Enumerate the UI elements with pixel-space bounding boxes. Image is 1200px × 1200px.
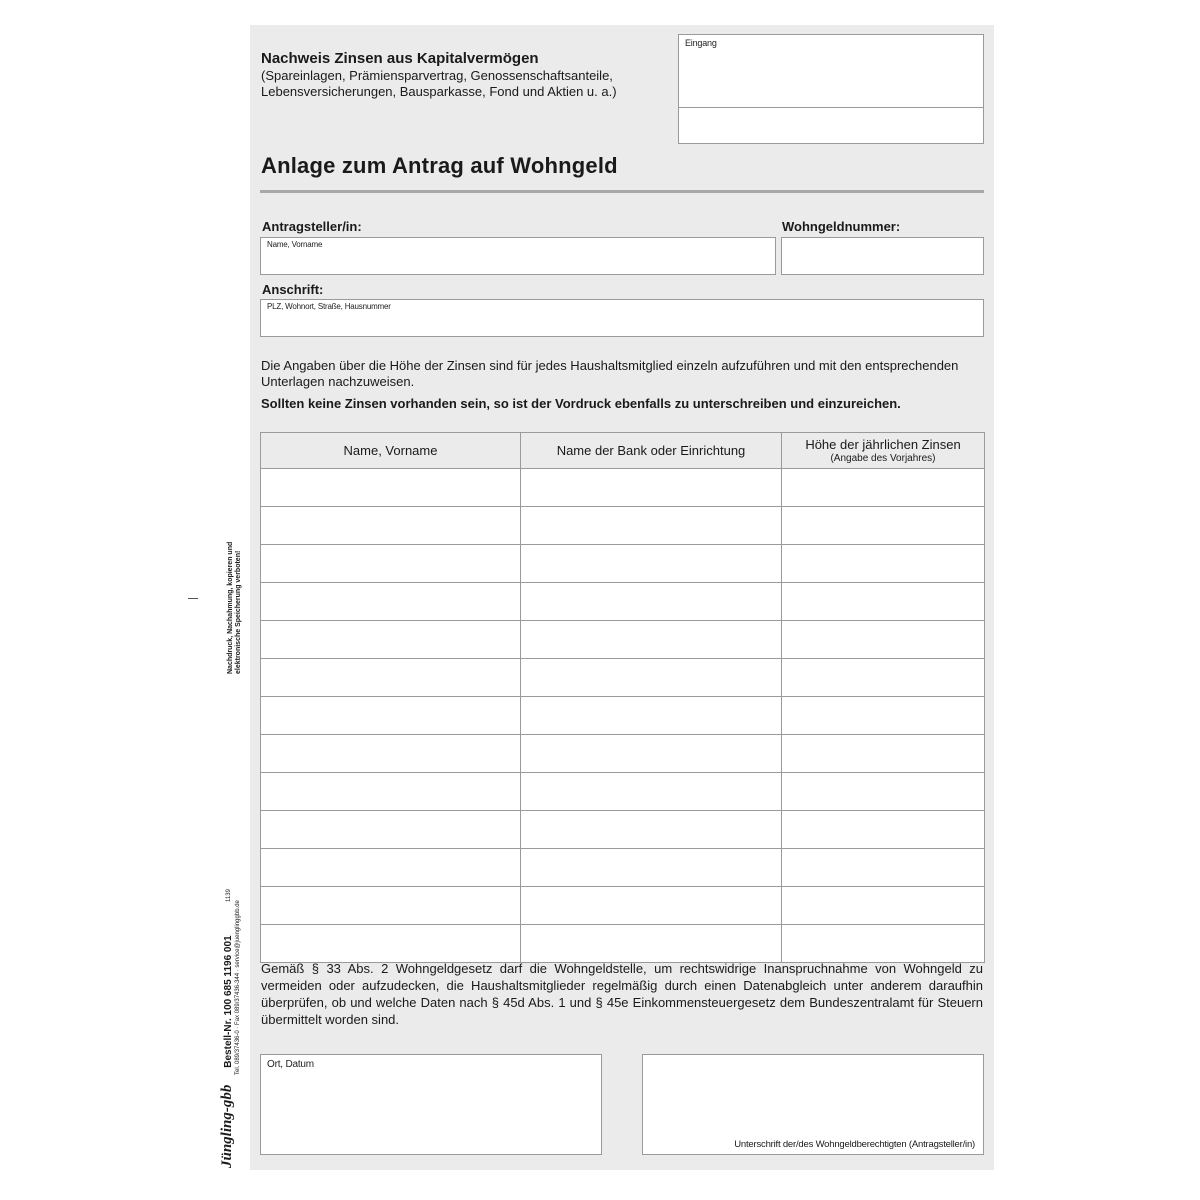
- cell-bank[interactable]: [521, 849, 782, 887]
- cell-interest[interactable]: [782, 545, 985, 583]
- cell-bank[interactable]: [521, 621, 782, 659]
- table-row: [261, 583, 985, 621]
- table-header-row: [261, 433, 985, 469]
- signature-label: Unterschrift der/des Wohngeldberechtigten (Antragsteller/in): [734, 1139, 975, 1150]
- cell-name[interactable]: [261, 887, 521, 925]
- table-row: [261, 811, 985, 849]
- cell-bank[interactable]: [521, 697, 782, 735]
- fold-mark: [188, 598, 198, 599]
- eingang-stamp-field[interactable]: [678, 34, 984, 108]
- cell-interest[interactable]: [782, 735, 985, 773]
- applicant-name-field[interactable]: [260, 237, 776, 275]
- cell-name[interactable]: [261, 811, 521, 849]
- form-subheading-line2: Lebensversicherungen, Bausparkasse, Fond und Aktien u. a.): [261, 84, 617, 99]
- cell-interest[interactable]: [782, 507, 985, 545]
- address-label: Anschrift:: [262, 282, 324, 297]
- cell-interest[interactable]: [782, 659, 985, 697]
- table-row: [261, 925, 985, 963]
- column-header-interest: Höhe der jährlichen Zinsen (Angabe des Vorjahres): [782, 433, 985, 469]
- cell-interest[interactable]: [782, 469, 985, 507]
- cell-interest[interactable]: [782, 697, 985, 735]
- applicant-label: Antragsteller/in:: [262, 219, 362, 234]
- cell-bank[interactable]: [521, 583, 782, 621]
- wohngeldnummer-field[interactable]: [781, 237, 984, 275]
- cell-name[interactable]: [261, 545, 521, 583]
- place-date-label: Ort, Datum: [267, 1059, 314, 1070]
- eingang-secondary-field[interactable]: [678, 107, 984, 144]
- publisher-logo: Jüngling-gbb: [219, 1084, 235, 1168]
- address-field[interactable]: [260, 299, 984, 337]
- cell-interest[interactable]: [782, 583, 985, 621]
- table-row: [261, 697, 985, 735]
- cell-interest[interactable]: [782, 925, 985, 963]
- table-row: [261, 735, 985, 773]
- cell-bank[interactable]: [521, 811, 782, 849]
- copyright-notice: Nachdruck, Nachahmung, kopieren und elektronische Speicherung verboten!: [227, 541, 242, 674]
- cell-bank[interactable]: [521, 887, 782, 925]
- cell-interest[interactable]: [782, 887, 985, 925]
- cell-interest[interactable]: [782, 849, 985, 887]
- page-title: Anlage zum Antrag auf Wohngeld: [261, 153, 618, 178]
- table-row: [261, 887, 985, 925]
- cell-interest[interactable]: [782, 811, 985, 849]
- applicant-name-field-label: Name, Vorname: [267, 240, 323, 249]
- table-row: [261, 469, 985, 507]
- cell-name[interactable]: [261, 659, 521, 697]
- form-page: [250, 25, 994, 1170]
- legal-notice: Gemäß § 33 Abs. 2 Wohngeldgesetz darf die Wohngeldstelle, um rechtswidrige Inanspruchnahme von Wohngeld zu vermeiden oder aufzudecken, die Haushaltsmitglieder regelmäßig durch einen Datenabgleich unter anderem daraufhin überprüfen, ob und welche Daten nach § 45d Abs. 1 und § 45e Einkommensteuergesetz dem Bundeszentralamt für Steuern übermittelt worden sind.: [261, 961, 983, 1027]
- table-row: [261, 545, 985, 583]
- cell-name[interactable]: [261, 773, 521, 811]
- cell-name[interactable]: [261, 697, 521, 735]
- cell-bank[interactable]: [521, 773, 782, 811]
- order-number: Bestell-Nr. 100 685 1196 001: [223, 935, 234, 1068]
- instructions-bold: Sollten keine Zinsen vorhanden sein, so ist der Vordruck ebenfalls zu unterschreiben und einzureichen.: [261, 396, 901, 411]
- table-row: [261, 659, 985, 697]
- cell-bank[interactable]: [521, 545, 782, 583]
- table-row: [261, 507, 985, 545]
- cell-bank[interactable]: [521, 735, 782, 773]
- table-row: [261, 773, 985, 811]
- cell-name[interactable]: [261, 735, 521, 773]
- instructions-line2: Unterlagen nachzuweisen.: [261, 374, 415, 389]
- table-row: [261, 621, 985, 659]
- address-field-label: PLZ, Wohnort, Straße, Hausnummer: [267, 302, 391, 311]
- cell-bank[interactable]: [521, 507, 782, 545]
- column-header-bank: Name der Bank oder Einrichtung: [521, 433, 782, 469]
- form-subheading-line1: (Spareinlagen, Prämiensparvertrag, Genossenschaftsanteile,: [261, 68, 613, 83]
- cell-name[interactable]: [261, 621, 521, 659]
- interest-table: [260, 432, 985, 963]
- cell-name[interactable]: [261, 849, 521, 887]
- cell-bank[interactable]: [521, 659, 782, 697]
- signature-field[interactable]: [642, 1054, 984, 1155]
- form-code: 1139: [226, 889, 232, 902]
- cell-interest[interactable]: [782, 773, 985, 811]
- title-divider: [260, 190, 984, 193]
- cell-bank[interactable]: [521, 469, 782, 507]
- cell-interest[interactable]: [782, 621, 985, 659]
- cell-name[interactable]: [261, 925, 521, 963]
- cell-name[interactable]: [261, 583, 521, 621]
- publisher-block: [221, 935, 234, 1168]
- cell-name[interactable]: [261, 469, 521, 507]
- place-date-field[interactable]: [260, 1054, 602, 1155]
- table-row: [261, 849, 985, 887]
- cell-bank[interactable]: [521, 925, 782, 963]
- column-header-name: Name, Vorname: [261, 433, 521, 469]
- eingang-label: Eingang: [685, 38, 717, 48]
- wohngeldnummer-label: Wohngeldnummer:: [782, 219, 901, 234]
- instructions-line1: Die Angaben über die Höhe der Zinsen sind für jedes Haushaltsmitglied einzeln aufzuführen und mit den entsprechenden: [261, 358, 959, 373]
- form-heading: Nachweis Zinsen aus Kapitalvermögen: [261, 50, 539, 67]
- publisher-contact: Tel. 089/37436-0 · Fax 089/37436-344 · service@juenglinggbb.de: [235, 900, 241, 1075]
- cell-name[interactable]: [261, 507, 521, 545]
